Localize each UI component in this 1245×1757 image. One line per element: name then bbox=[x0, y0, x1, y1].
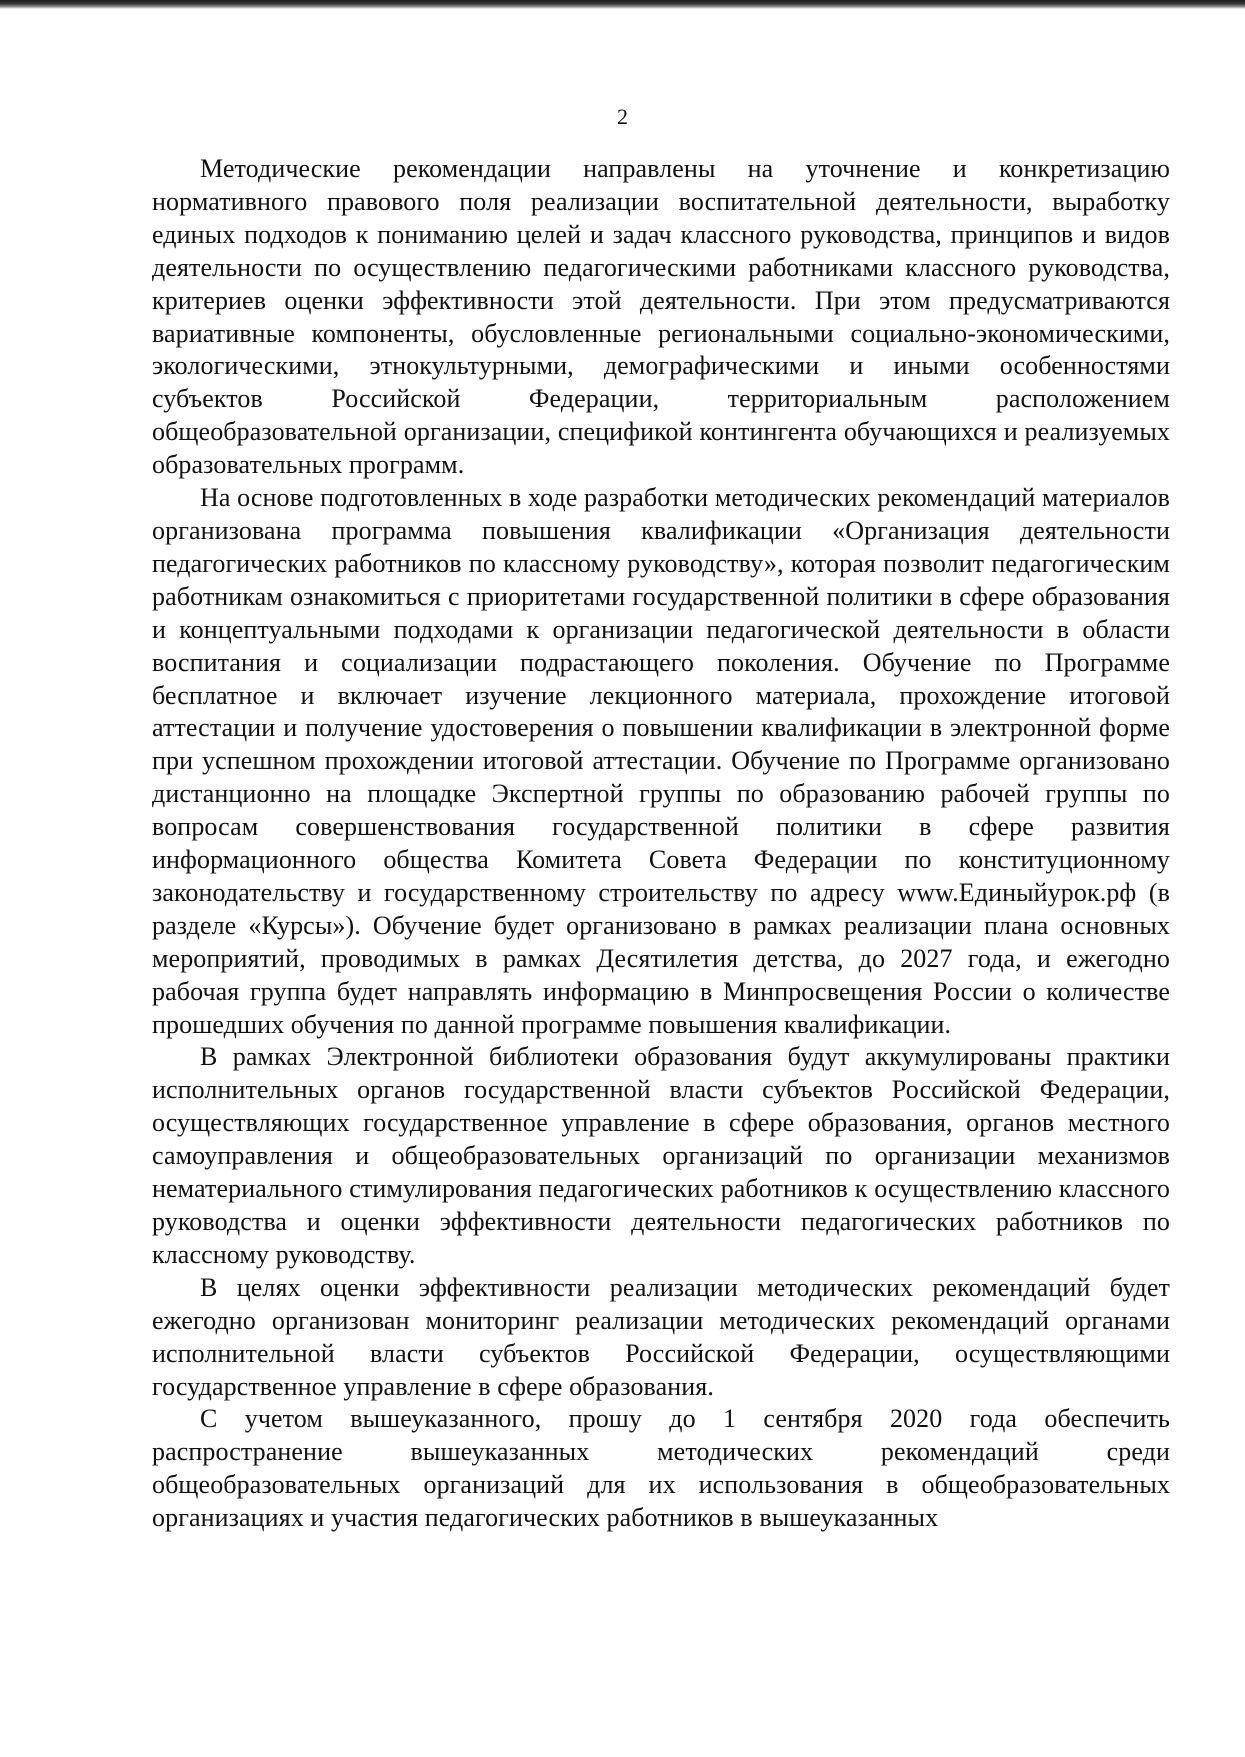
paragraph-methodology-goals: Методические рекомендации направлены на уточнение и конкретизацию нормативного правового поля реализации воспитательной деятельности, выработку единых подходов к пониманию целей и задач классного руководства, принципов и видов деятельности по осуществлению педагогическими работниками классного руководства, критериев оценки эффективности этой деятельности. При этом предусматриваются вариативные компоненты, обусловленные региональными социально-экономическими, экологическими, этнокультурными, демографическими и иными особенностями субъектов Российской Федерации, территориальным расположением общеобразовательной организации, спецификой контингента обучающихся и реализуемых образовательных программ. bbox=[152, 154, 1170, 480]
scan-top-edge bbox=[0, 0, 1245, 9]
paragraph-request: С учетом вышеуказанного, прошу до 1 сентября 2020 года обеспечить распространение вышеуказанных методических рекомендаций среди общеобразовательных организаций для их использования в общеобразовательных организациях и участия педагогических работников в вышеуказанных bbox=[152, 1404, 1170, 1533]
paragraph-training-program: На основе подготовленных в ходе разработки методических рекомендаций материалов организована программа повышения квалификации «Организация деятельности педагогических работников по классному руководству», которая позволит педагогическим работникам ознакомиться с приоритетами государственной политики в сфере образования и концептуальными подходами к организации педагогической деятельности в области воспитания и социализации подрастающего поколения. Обучение по Программе бесплатное и включает изучение лекционного материала, прохождение итоговой аттестации и получение удостоверения о повышении квалификации в электронной форме при успешном прохождении итоговой аттестации. Обучение по Программе организовано дистанционно на площадке Экспертной группы по образованию рабочей группы по вопросам совершенствования государственной политики в сфере развития информационного общества Комитета Совета Федерации по конституционному законодательству и государственному строительству по адресу www.Единыйурок.рф (в разделе «Курсы»). Обучение будет организовано в рамках реализации плана основных мероприятий, проводимых в рамках Десятилетия детства, до 2027 года, и ежегодно рабочая группа будет направлять информацию в Минпросвещения России о количестве прошедших обучения по данной программе повышения квалификации. bbox=[152, 483, 1170, 1039]
page-number: 2 bbox=[617, 104, 628, 129]
document-body bbox=[152, 153, 1170, 1535]
paragraph-electronic-library: В рамках Электронной библиотеки образования будут аккумулированы практики исполнительных органов государственной власти субъектов Российской Федерации, осуществляющих государственное управление в сфере образования, органов местного самоуправления и общеобразовательных организаций по организации механизмов нематериального стимулирования педагогических работников к осуществлению классного руководства и оценки эффективности деятельности педагогических работников по классному руководству. bbox=[152, 1042, 1170, 1269]
paragraph-monitoring: В целях оценки эффективности реализации методических рекомендаций будет ежегодно организован мониторинг реализации методических рекомендаций органами исполнительной власти субъектов Российской Федерации, осуществляющими государственное управление в сфере образования. bbox=[152, 1272, 1170, 1401]
